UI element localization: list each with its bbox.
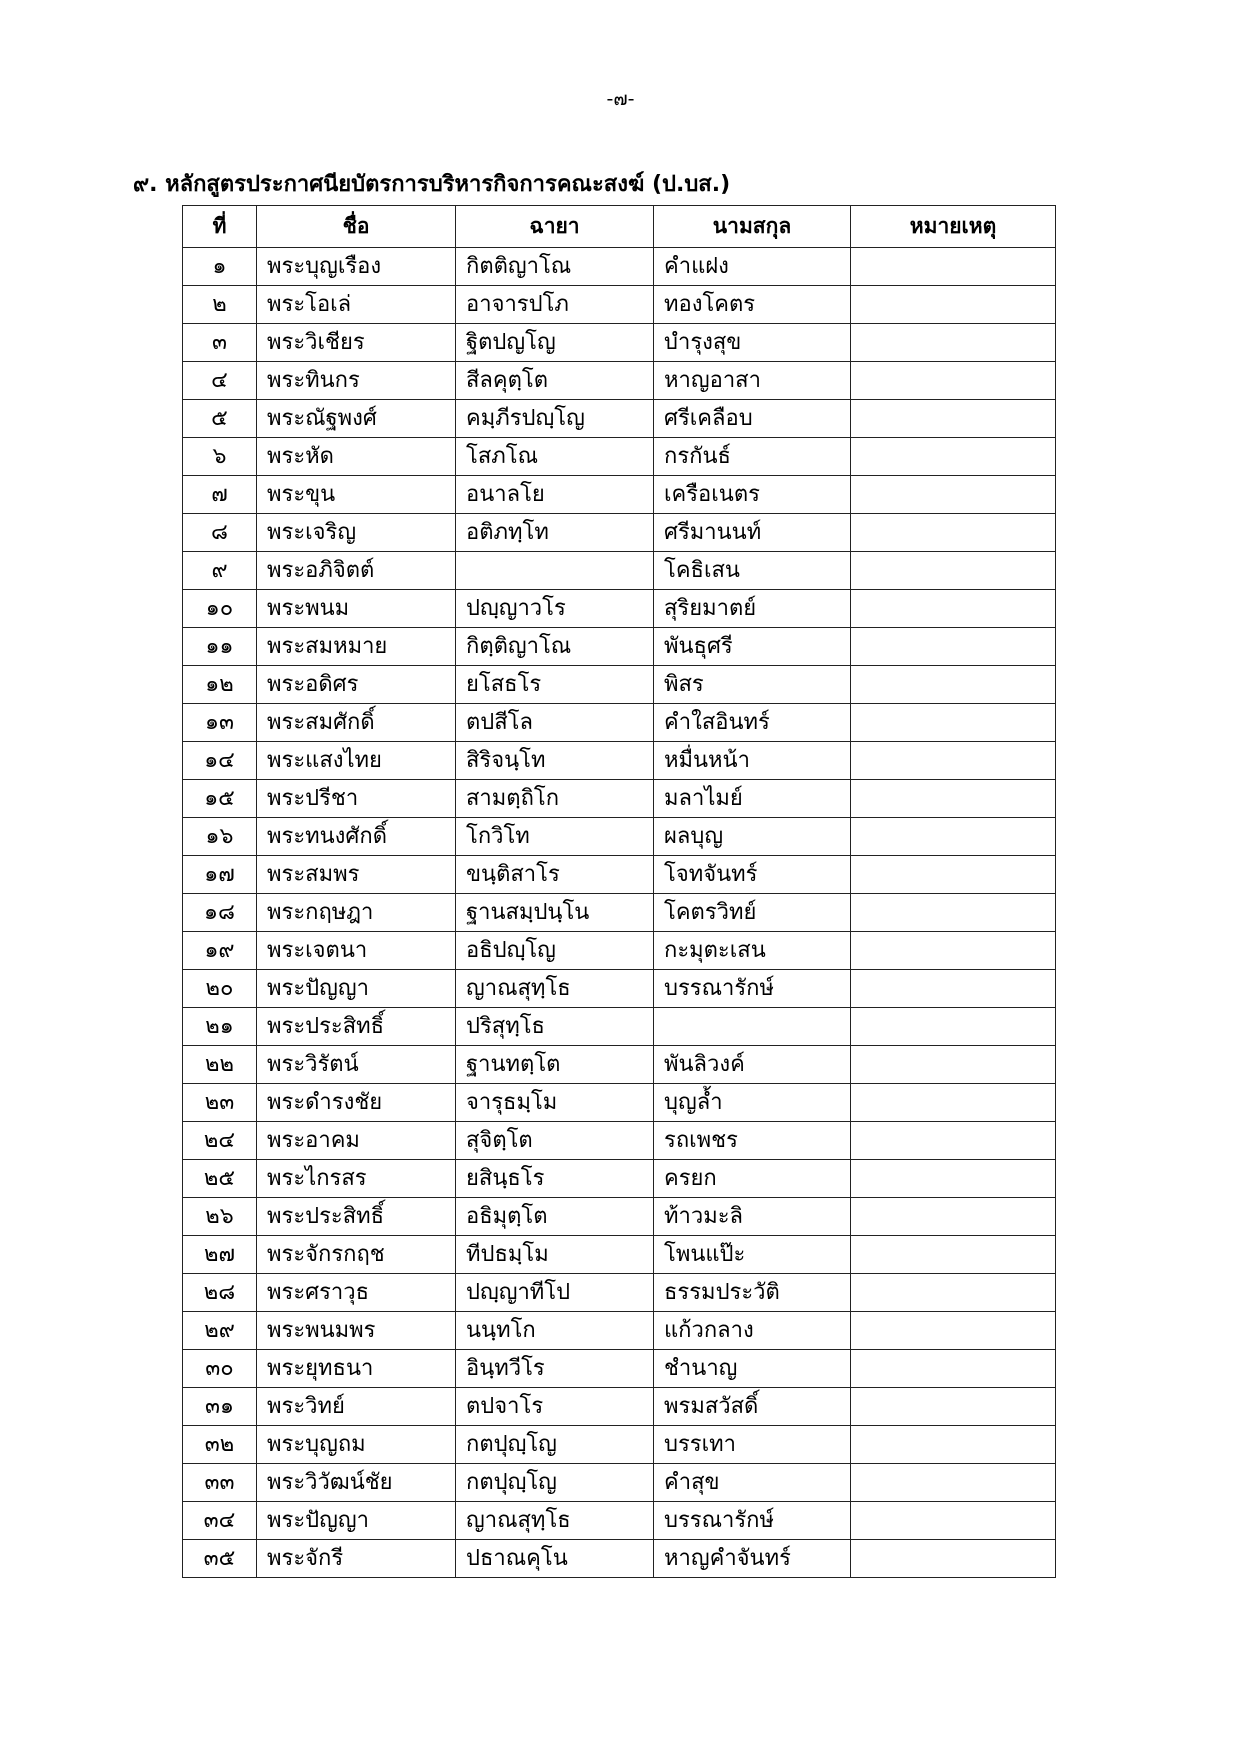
table-row [183,1236,1056,1274]
table-row [183,476,1056,514]
table-row [183,742,1056,780]
cell-surname: โจทจันทร์ [654,856,851,894]
cell-no: ๓๒ [183,1426,257,1464]
table-row [183,970,1056,1008]
table-row [183,1122,1056,1160]
cell-surname: หมื่นหน้า [654,742,851,780]
cell-no: ๔ [183,362,257,400]
cell-surname: คำแฝง [654,248,851,286]
cell-ordination-name: ญาณสุทฺโธ [456,970,654,1008]
cell-remark [851,970,1056,1008]
cell-name: พระวิเชียร [257,324,456,362]
cell-ordination-name: คมฺภีรปญฺโญ [456,400,654,438]
cell-name: พระจักรกฤช [257,1236,456,1274]
cell-remark [851,324,1056,362]
table-row [183,324,1056,362]
cell-no: ๑๒ [183,666,257,704]
header-ordination-name: ฉายา [456,206,654,248]
header-name: ชื่อ [257,206,456,248]
cell-no: ๑๓ [183,704,257,742]
cell-no: ๒ [183,286,257,324]
roster-table [182,205,1056,1578]
page-number: -๗- [606,88,635,110]
cell-surname: เครือเนตร [654,476,851,514]
cell-surname: โคธิเสน [654,552,851,590]
cell-name: พระอภิจิตต์ [257,552,456,590]
cell-remark [851,666,1056,704]
cell-no: ๘ [183,514,257,552]
cell-ordination-name: นนฺทโก [456,1312,654,1350]
cell-name: พระทินกร [257,362,456,400]
table-row [183,248,1056,286]
cell-no: ๓๐ [183,1350,257,1388]
cell-surname: หาญคำจันทร์ [654,1540,851,1578]
cell-ordination-name: อธิปญฺโญ [456,932,654,970]
cell-name: พระบุญเรือง [257,248,456,286]
cell-remark [851,1046,1056,1084]
cell-surname: คำสุข [654,1464,851,1502]
cell-remark [851,1008,1056,1046]
cell-remark [851,856,1056,894]
cell-surname: สุริยมาตย์ [654,590,851,628]
table-row [183,1388,1056,1426]
cell-ordination-name: โกวิโท [456,818,654,856]
cell-name: พระอาคม [257,1122,456,1160]
cell-remark [851,894,1056,932]
cell-surname: บรรณารักษ์ [654,970,851,1008]
cell-no: ๒๘ [183,1274,257,1312]
cell-ordination-name: ปญฺญาทีโป [456,1274,654,1312]
table-row [183,438,1056,476]
table-row [183,780,1056,818]
cell-no: ๗ [183,476,257,514]
cell-remark [851,1198,1056,1236]
cell-name: พระแสงไทย [257,742,456,780]
cell-ordination-name: ญาณสุทฺโธ [456,1502,654,1540]
cell-name: พระสมศักดิ์ [257,704,456,742]
cell-no: ๒๒ [183,1046,257,1084]
table-row [183,704,1056,742]
cell-no: ๑๑ [183,628,257,666]
cell-name: พระพนมพร [257,1312,456,1350]
cell-name: พระณัฐพงศ์ [257,400,456,438]
header-remark: หมายเหตุ [851,206,1056,248]
cell-name: พระโอเล่ [257,286,456,324]
cell-name: พระปรีชา [257,780,456,818]
cell-surname: กะมุตะเสน [654,932,851,970]
cell-name: พระกฤษฎา [257,894,456,932]
cell-no: ๓๕ [183,1540,257,1578]
cell-ordination-name: สีลคุตฺโต [456,362,654,400]
cell-no: ๒๔ [183,1122,257,1160]
cell-remark [851,362,1056,400]
cell-ordination-name: โสภโณ [456,438,654,476]
table-row [183,1008,1056,1046]
cell-remark [851,1274,1056,1312]
table-row [183,1502,1056,1540]
table-row [183,1198,1056,1236]
cell-no: ๒๑ [183,1008,257,1046]
cell-surname [654,1008,851,1046]
cell-no: ๑๖ [183,818,257,856]
cell-surname: กรกันธ์ [654,438,851,476]
cell-remark [851,818,1056,856]
cell-ordination-name: ฐานทตฺโต [456,1046,654,1084]
cell-surname: บุญล้ำ [654,1084,851,1122]
cell-surname: ทองโคตร [654,286,851,324]
cell-remark [851,286,1056,324]
cell-remark [851,1540,1056,1578]
table-row [183,1540,1056,1578]
table-row [183,286,1056,324]
cell-surname: ศรีเคลือบ [654,400,851,438]
cell-no: ๓ [183,324,257,362]
cell-ordination-name: สุจิตฺโต [456,1122,654,1160]
cell-surname: พิสร [654,666,851,704]
header-no: ที่ [183,206,257,248]
cell-ordination-name: ตปจาโร [456,1388,654,1426]
cell-name: พระบุญถม [257,1426,456,1464]
cell-no: ๖ [183,438,257,476]
table-row [183,1046,1056,1084]
cell-no: ๑๔ [183,742,257,780]
cell-remark [851,628,1056,666]
table-row [183,666,1056,704]
table-row [183,1350,1056,1388]
cell-remark [851,438,1056,476]
table-row [183,362,1056,400]
cell-remark [851,932,1056,970]
cell-name: พระสมพร [257,856,456,894]
cell-ordination-name: อาจารปโภ [456,286,654,324]
cell-remark [851,1388,1056,1426]
table-row [183,1160,1056,1198]
cell-no: ๓๑ [183,1388,257,1426]
table-row [183,590,1056,628]
cell-ordination-name: ขนฺติสาโร [456,856,654,894]
cell-remark [851,704,1056,742]
cell-surname: บรรณารักษ์ [654,1502,851,1540]
cell-ordination-name: กิตติญาโณ [456,248,654,286]
cell-no: ๒๖ [183,1198,257,1236]
cell-no: ๑๕ [183,780,257,818]
table-row [183,1464,1056,1502]
cell-ordination-name: ตปสีโล [456,704,654,742]
cell-no: ๒๗ [183,1236,257,1274]
cell-surname: บำรุงสุข [654,324,851,362]
cell-remark [851,1084,1056,1122]
cell-ordination-name [456,552,654,590]
table-row [183,818,1056,856]
cell-name: พระดำรงชัย [257,1084,456,1122]
cell-name: พระเจริญ [257,514,456,552]
cell-ordination-name: อินฺทวีโร [456,1350,654,1388]
cell-no: ๒๙ [183,1312,257,1350]
table-row [183,514,1056,552]
cell-surname: ผลบุญ [654,818,851,856]
table-body [183,248,1056,1578]
cell-surname: พันลิวงค์ [654,1046,851,1084]
cell-name: พระสมหมาย [257,628,456,666]
table-row [183,1426,1056,1464]
cell-no: ๒๓ [183,1084,257,1122]
table-row [183,932,1056,970]
cell-ordination-name: ปริสุทฺโธ [456,1008,654,1046]
cell-name: พระประสิทธิ์ [257,1198,456,1236]
cell-name: พระประสิทธิ์ [257,1008,456,1046]
cell-remark [851,742,1056,780]
cell-name: พระขุน [257,476,456,514]
cell-surname: บรรเทา [654,1426,851,1464]
cell-surname: ชำนาญ [654,1350,851,1388]
cell-surname: หาญอาสา [654,362,851,400]
cell-remark [851,1122,1056,1160]
table-row [183,1084,1056,1122]
table-row [183,1274,1056,1312]
cell-surname: ศรีมานนท์ [654,514,851,552]
cell-surname: ครยก [654,1160,851,1198]
table-row [183,552,1056,590]
header-surname: นามสกุล [654,206,851,248]
cell-remark [851,1464,1056,1502]
cell-remark [851,1236,1056,1274]
cell-surname: พันธุศรี [654,628,851,666]
cell-name: พระปัญญา [257,1502,456,1540]
cell-name: พระหัด [257,438,456,476]
cell-name: พระวิทย์ [257,1388,456,1426]
table-row [183,894,1056,932]
cell-remark [851,1426,1056,1464]
cell-no: ๑๘ [183,894,257,932]
table-row [183,1312,1056,1350]
cell-ordination-name: ปธาณคุโน [456,1540,654,1578]
cell-name: พระยุทธนา [257,1350,456,1388]
cell-remark [851,590,1056,628]
table-row [183,400,1056,438]
cell-no: ๑๗ [183,856,257,894]
cell-name: พระวิรัตน์ [257,1046,456,1084]
cell-no: ๑๙ [183,932,257,970]
cell-name: พระทนงศักดิ์ [257,818,456,856]
cell-no: ๙ [183,552,257,590]
cell-surname: รถเพชร [654,1122,851,1160]
cell-remark [851,1350,1056,1388]
table-header [183,206,1056,248]
cell-remark [851,248,1056,286]
cell-no: ๑๐ [183,590,257,628]
cell-name: พระอดิศร [257,666,456,704]
header-row [183,206,1056,248]
cell-name: พระพนม [257,590,456,628]
cell-no: ๑ [183,248,257,286]
cell-surname: คำใสอินทร์ [654,704,851,742]
cell-surname: ธรรมประวัติ [654,1274,851,1312]
cell-remark [851,1160,1056,1198]
cell-no: ๓๓ [183,1464,257,1502]
cell-ordination-name: อธิมุตฺโต [456,1198,654,1236]
cell-remark [851,400,1056,438]
cell-remark [851,476,1056,514]
cell-name: พระศราวุธ [257,1274,456,1312]
cell-surname: โพนแป๊ะ [654,1236,851,1274]
cell-surname: พรมสวัสดิ์ [654,1388,851,1426]
cell-remark [851,1312,1056,1350]
cell-no: ๕ [183,400,257,438]
cell-ordination-name: สามตฺถิโก [456,780,654,818]
table-row [183,856,1056,894]
cell-ordination-name: กตปุญฺโญ [456,1426,654,1464]
cell-ordination-name: อนาลโย [456,476,654,514]
cell-name: พระไกรสร [257,1160,456,1198]
cell-name: พระวิวัฒน์ชัย [257,1464,456,1502]
cell-ordination-name: อติภทฺโท [456,514,654,552]
cell-ordination-name: สิริจนฺโท [456,742,654,780]
cell-remark [851,514,1056,552]
cell-ordination-name: ยโสธโร [456,666,654,704]
cell-ordination-name: กิตฺติญาโณ [456,628,654,666]
cell-ordination-name: จารุธมฺโม [456,1084,654,1122]
cell-no: ๒๐ [183,970,257,1008]
cell-remark [851,1502,1056,1540]
cell-remark [851,780,1056,818]
cell-ordination-name: กตปุญฺโญ [456,1464,654,1502]
table-row [183,628,1056,666]
cell-ordination-name: ปญฺญาวโร [456,590,654,628]
cell-ordination-name: ฐานสมฺปนฺโน [456,894,654,932]
cell-remark [851,552,1056,590]
cell-name: พระเจตนา [257,932,456,970]
cell-surname: มลาไมย์ [654,780,851,818]
cell-name: พระจักรี [257,1540,456,1578]
cell-name: พระปัญญา [257,970,456,1008]
cell-surname: แก้วกลาง [654,1312,851,1350]
cell-ordination-name: ฐิตปญโญ [456,324,654,362]
cell-surname: ท้าวมะลิ [654,1198,851,1236]
cell-ordination-name: ทีปธมฺโม [456,1236,654,1274]
cell-ordination-name: ยสินฺธโร [456,1160,654,1198]
cell-no: ๓๔ [183,1502,257,1540]
cell-no: ๒๕ [183,1160,257,1198]
section-title: ๙. หลักสูตรประกาศนียบัตรการบริหารกิจการคณะสงฆ์ (ป.บส.) [133,172,731,197]
cell-surname: โคตรวิทย์ [654,894,851,932]
